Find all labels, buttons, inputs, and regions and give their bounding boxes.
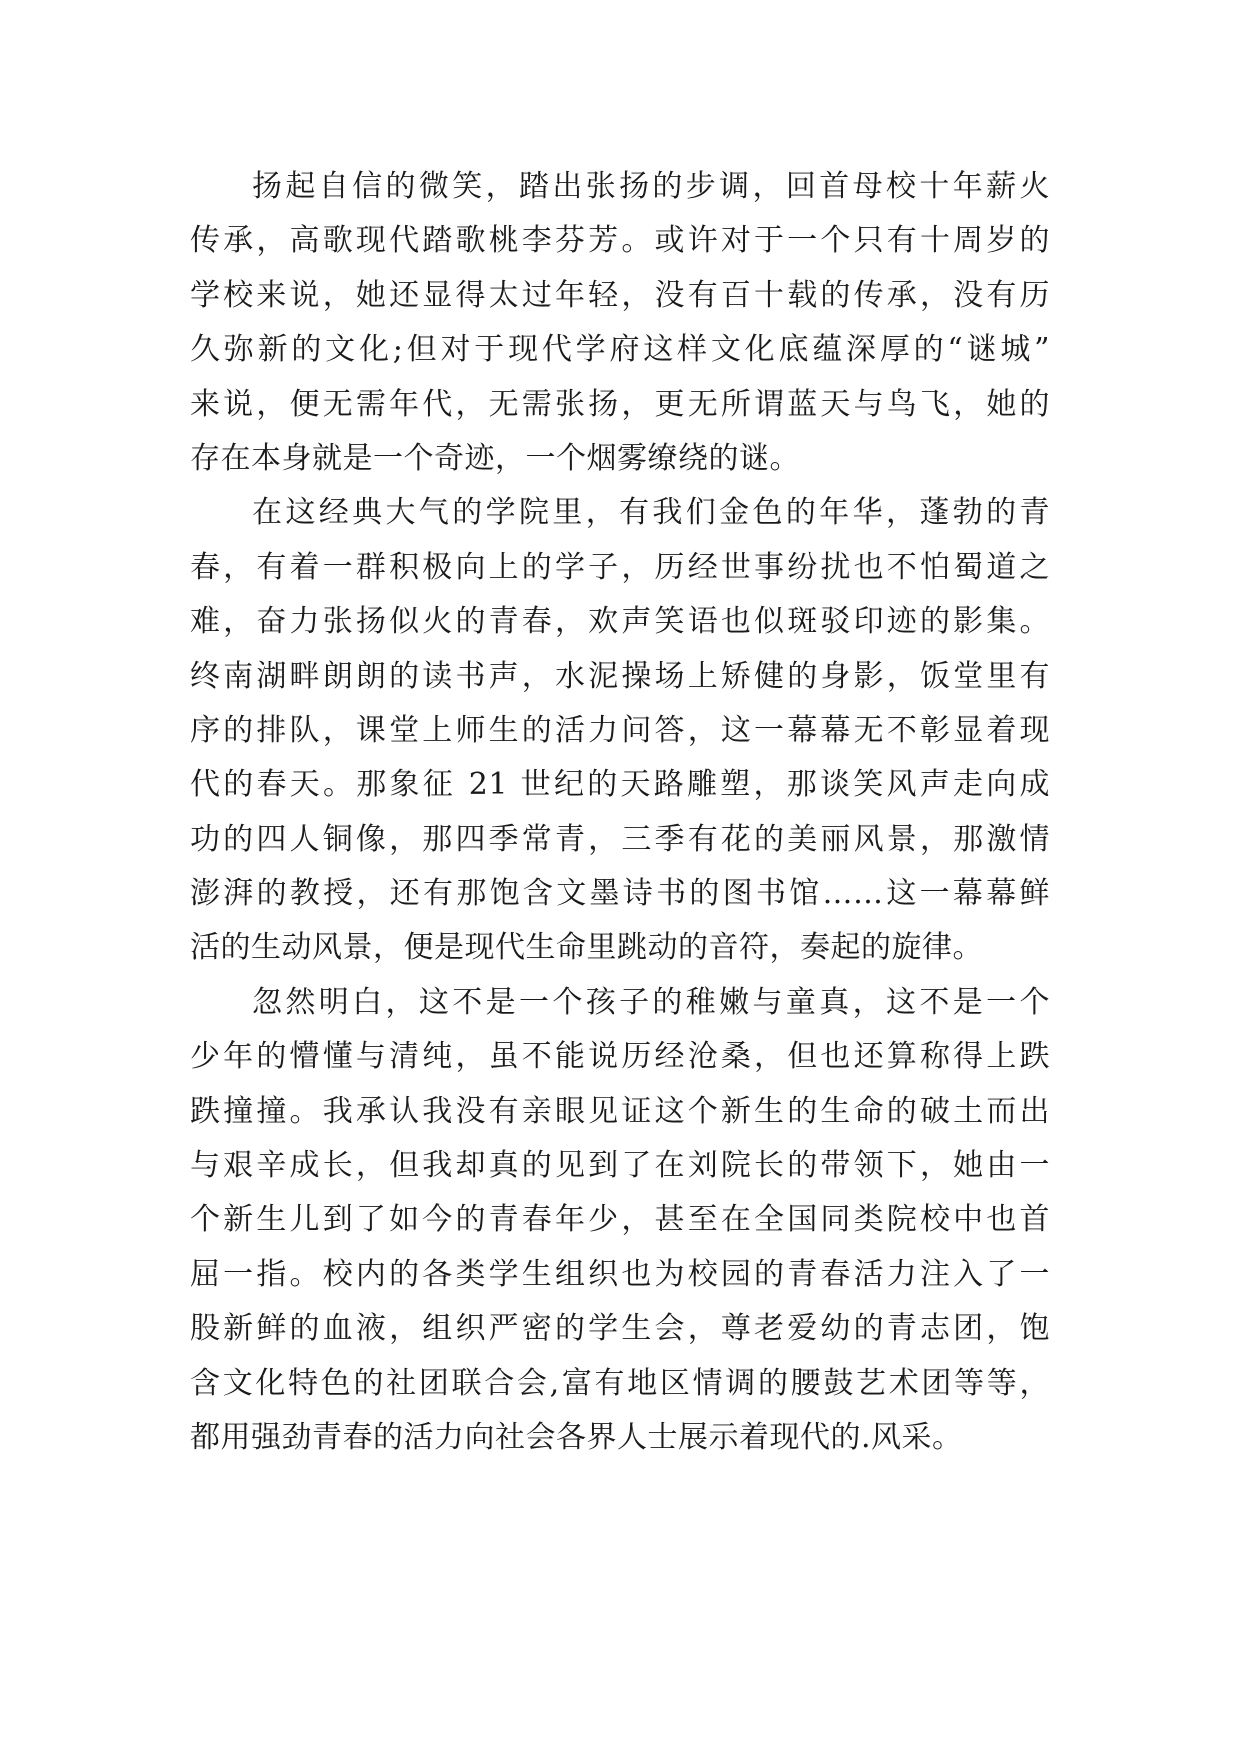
text-line: 个新生儿到了如今的青春年少，甚至在全国同类院校中也首: [190, 1202, 1050, 1238]
text-line: 都用强劲青春的活力向社会各界人士展示着现代的.风采。: [190, 1419, 963, 1455]
text-line: 股新鲜的血液，组织严密的学生会，尊老爱幼的青志团，饱: [190, 1311, 1050, 1347]
text-line: 存在本身就是一个奇迹，一个烟雾缭绕的谜。: [190, 440, 800, 476]
text-line: 久弥新的文化;但对于现代学府这样文化底蕴深厚的“谜城”: [190, 332, 1050, 368]
text-line: 与艰辛成长，但我却真的见到了在刘院长的带领下，她由一: [190, 1148, 1050, 1184]
text-line: 在这经典大气的学院里，有我们金色的年华，蓬勃的青: [252, 495, 1050, 531]
text-line: 功的四人铜像，那四季常青，三季有花的美丽风景，那激情: [190, 821, 1050, 857]
text-line: 屈一指。校内的各类学生组织也为校园的青春活力注入了一: [190, 1256, 1050, 1292]
text-line: 跌撞撞。我承认我没有亲眼见证这个新生的生命的破土而出: [190, 1093, 1050, 1129]
text-line: 澎湃的教授，还有那饱含文墨诗书的图书馆……这一幕幕鲜: [190, 876, 1050, 912]
text-line: 学校来说，她还显得太过年轻，没有百十载的传承，没有历: [190, 277, 1050, 313]
text-line: 序的排队，课堂上师生的活力问答，这一幕幕无不彰显着现: [190, 712, 1050, 748]
text-line: 扬起自信的微笑，踏出张扬的步调，回首母校十年薪火: [252, 169, 1050, 204]
paragraph-1: [190, 160, 1050, 486]
text-line: 春，有着一群积极向上的学子，历经世事纷扰也不怕蜀道之: [190, 549, 1050, 585]
text-line: 代的春天。那象征 21 世纪的天路雕塑，那谈笑风声走向成: [190, 767, 1050, 803]
paragraph-2: [190, 486, 1050, 976]
text-line: 传承，高歌现代踏歌桃李芬芳。或许对于一个只有十周岁的: [190, 223, 1050, 259]
document-body: [190, 160, 1050, 1465]
paragraph-3: [190, 976, 1050, 1466]
text-line: 难，奋力张扬似火的青春，欢声笑语也似斑驳印迹的影集。: [190, 604, 1050, 640]
text-line: 活的生动风景，便是现代生命里跳动的音符，奏起的旋律。: [190, 930, 983, 966]
text-line: 少年的懵懂与清纯，虽不能说历经沧桑，但也还算称得上跌: [190, 1039, 1050, 1075]
text-line: 忽然明白，这不是一个孩子的稚嫩与童真，这不是一个: [252, 984, 1050, 1020]
text-line: 终南湖畔朗朗的读书声，水泥操场上矫健的身影，饭堂里有: [190, 658, 1050, 694]
text-line: 含文化特色的社团联合会,富有地区情调的腰鼓艺术团等等，: [190, 1365, 1050, 1401]
text-line: 来说，便无需年代，无需张扬，更无所谓蓝天与鸟飞，她的: [190, 386, 1050, 422]
